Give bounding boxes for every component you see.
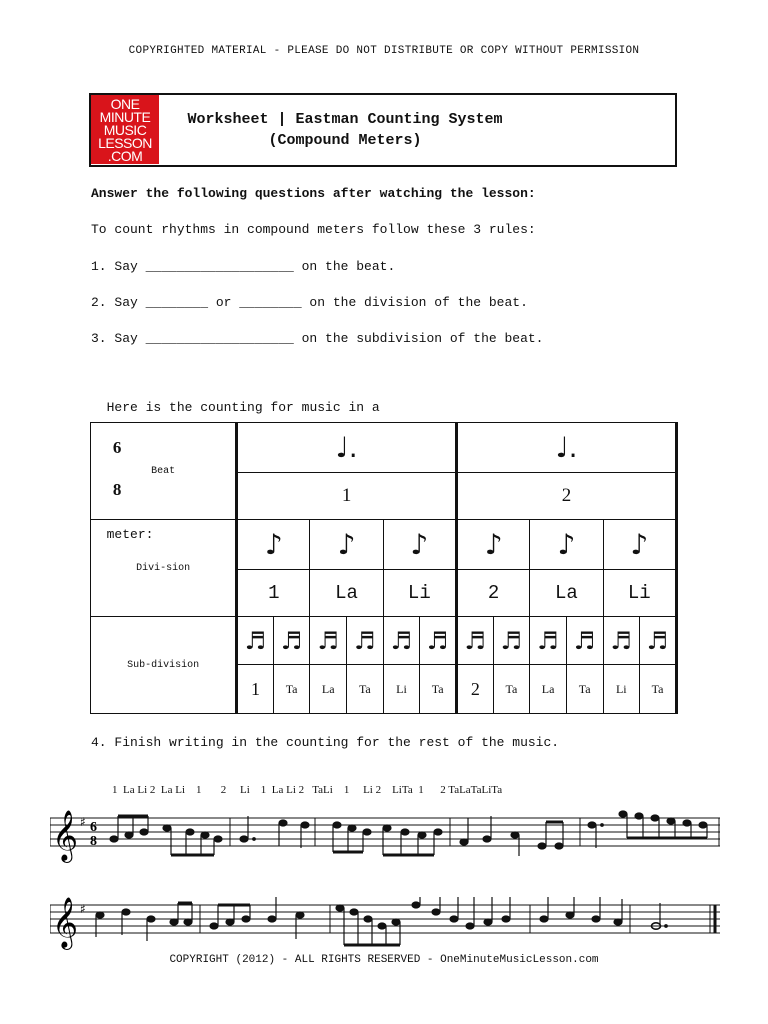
subdivision-note: ♬ [383, 617, 420, 665]
note-head [201, 832, 209, 838]
subdivision-count: Ta [640, 665, 677, 714]
logo-line: LESSON [98, 135, 152, 151]
note-head [555, 843, 563, 849]
subdivision-count: Ta [493, 665, 530, 714]
logo [91, 95, 159, 164]
subdivision-note: ♬ [566, 617, 603, 665]
time-signature-top: 6 [112, 438, 122, 457]
note-head [301, 822, 309, 828]
logo-line: MUSIC [103, 122, 147, 138]
note-head [460, 839, 468, 845]
instruction: Answer the following questions after watching the lesson: [91, 186, 536, 201]
logo-line: ONE [110, 96, 140, 112]
note-head [279, 820, 287, 826]
counting-table [90, 422, 678, 714]
division-count: La [310, 570, 383, 617]
subdivision-count: Ta [273, 665, 310, 714]
worksheet-subtitle: (Compound Meters) [268, 132, 422, 149]
note-head [483, 836, 491, 842]
rule-3: 3. Say ___________________ on the subdivision of the beat. [91, 331, 544, 346]
beat-note: ♩. [457, 423, 677, 473]
note-head [588, 822, 596, 828]
subdivision-note: ♬ [347, 617, 384, 665]
note-head [348, 825, 356, 831]
treble-clef-icon: 𝄞 [52, 897, 79, 948]
subdivision-note: ♬ [273, 617, 310, 665]
note-head [538, 843, 546, 849]
rules-intro: To count rhythms in compound meters follow these 3 rules: [91, 222, 536, 237]
rule-2: 2. Say ________ or ________ on the division of the beat. [91, 295, 528, 310]
note-head [383, 825, 391, 831]
subdivision-count: 2 [457, 665, 494, 714]
subdivision-count: 1 [237, 665, 274, 714]
note-head [125, 832, 133, 838]
subdivision-count: Ta [420, 665, 457, 714]
note-head [110, 836, 118, 842]
logo-line: MINUTE [99, 109, 151, 125]
division-count: 2 [457, 570, 530, 617]
subdivision-note: ♬ [530, 617, 567, 665]
division-count: 1 [237, 570, 310, 617]
sharp-icon: ♯ [80, 815, 86, 829]
note-head [240, 836, 248, 842]
note-head [699, 822, 707, 828]
beat-note: ♩. [237, 423, 457, 473]
subdivision-count: Ta [347, 665, 384, 714]
subdivision-note: ♬ [457, 617, 494, 665]
sharp-icon: ♯ [80, 902, 86, 916]
meter-text: Here is the counting for music in a [106, 400, 380, 415]
note-head [401, 829, 409, 835]
subdivision-note: ♬ [310, 617, 347, 665]
staff-1-counting: 1 La Li 2 La Li 1 2 Li 1 La Li 2 TaLi 1 Li 2 LiTa 1 2 TaLaTaLiTa [112, 784, 503, 796]
subdivision-note: ♬ [603, 617, 640, 665]
note-head [635, 813, 643, 819]
note-head [667, 818, 675, 824]
note-head [186, 829, 194, 835]
division-count: Li [603, 570, 677, 617]
note-head [651, 815, 659, 821]
note-head [163, 825, 171, 831]
beat-label: Beat [91, 423, 237, 520]
subdivision-note: ♬ [493, 617, 530, 665]
subdivision-count: La [310, 665, 347, 714]
time-signature-top: 6 [90, 820, 97, 835]
division-note: ♪ [237, 520, 310, 570]
time-signature-bottom: 8 [90, 834, 97, 849]
subdivision-label: Sub-division [91, 617, 237, 714]
footer-copyright: COPYRIGHT (2012) - ALL RIGHTS RESERVED - OneMinuteMusicLesson.com [169, 954, 599, 966]
beat-count: 1 [237, 473, 457, 520]
division-note: ♪ [383, 520, 456, 570]
header-box [89, 93, 677, 167]
note-head [683, 820, 691, 826]
division-note: ♪ [603, 520, 677, 570]
note-head [363, 829, 371, 835]
note-head [214, 836, 222, 842]
music-staff-2 [50, 897, 720, 957]
logo-line: .COM [107, 148, 143, 164]
subdivision-count: La [530, 665, 567, 714]
division-note: ♪ [457, 520, 530, 570]
worksheet-title: Worksheet | Eastman Counting System [187, 111, 503, 128]
note-head [434, 829, 442, 835]
note-head [619, 811, 627, 817]
division-note: ♪ [530, 520, 603, 570]
beat-count: 2 [457, 473, 677, 520]
subdivision-count: Ta [566, 665, 603, 714]
treble-clef-icon: 𝄞 [52, 810, 79, 861]
subdivision-count: Li [603, 665, 640, 714]
subdivision-count: Li [383, 665, 420, 714]
subdivision-note: ♬ [237, 617, 274, 665]
copyright-notice: COPYRIGHTED MATERIAL - PLEASE DO NOT DISTRIBUTE OR COPY WITHOUT PERMISSION [128, 45, 640, 57]
time-signature-bottom: 8 [112, 480, 122, 499]
rule-1: 1. Say ___________________ on the beat. [91, 259, 396, 274]
meter-text-end: meter: [106, 527, 154, 542]
division-count: La [530, 570, 603, 617]
music-staff-1 [50, 800, 720, 870]
subdivision-note: ♬ [640, 617, 677, 665]
division-note: ♪ [310, 520, 383, 570]
subdivision-note: ♬ [420, 617, 457, 665]
note-head [418, 832, 426, 838]
note-head [333, 822, 341, 828]
division-count: Li [383, 570, 456, 617]
question-4: 4. Finish writing in the counting for the rest of the music. [91, 735, 560, 750]
note-head [511, 832, 519, 838]
note-head [140, 829, 148, 835]
division-label: Divi-sion [91, 520, 237, 617]
